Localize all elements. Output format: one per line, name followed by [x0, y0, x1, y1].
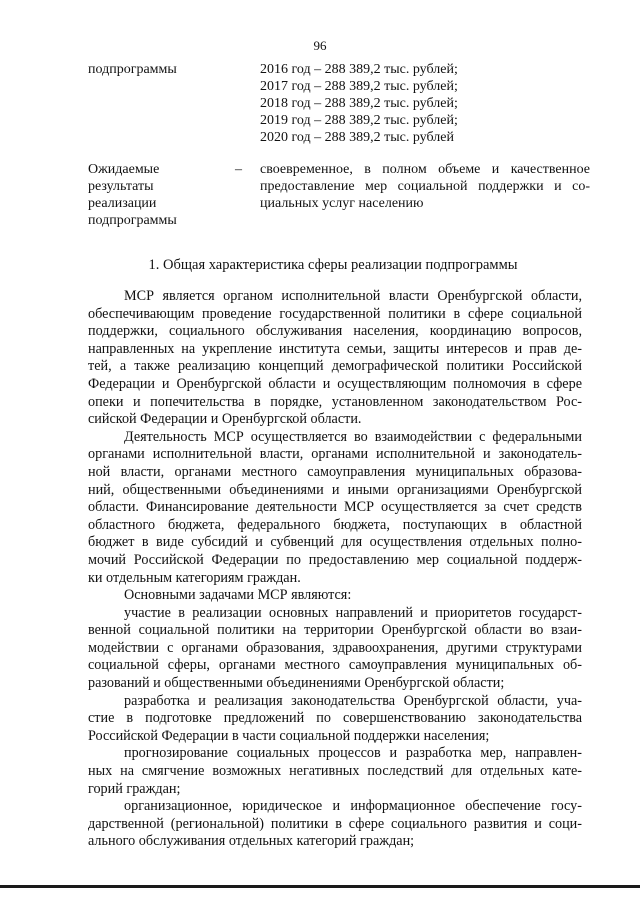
- text-line: ки отдельным категориям граждан.: [88, 569, 301, 586]
- passport-label-line: реализации: [88, 196, 157, 211]
- text-line: мочий Российской Федерации по предоставлению мер социальной поддерж-: [88, 551, 582, 568]
- text-line: органами исполнительной власти, органами исполнительной и законодатель-: [88, 446, 582, 463]
- passport-label-line: Ожидаемые: [88, 162, 160, 177]
- text-line: дарственной (региональной) политики в сфере социального развития и соци-: [88, 815, 582, 832]
- passport-label-line: подпрограммы: [88, 62, 177, 77]
- text-line: бюджет в виде субсидий и субвенций для осуществления отдельных полно-: [88, 534, 582, 551]
- paragraph: [88, 605, 582, 693]
- section-heading: 1. Общая характеристика сферы реализации подпрограммы: [148, 257, 518, 273]
- text-line: направленных на укрепление института семьи, защиты интересов и прав де-: [88, 340, 582, 357]
- text-line: Основными задачами МСР являются:: [124, 587, 352, 604]
- text-line: социальной сферы, органами местного самоуправления муниципальных об-: [88, 657, 582, 674]
- text-line: модействии с органами образования, здравоохранения, другими структурами: [88, 639, 582, 656]
- passport-value: [260, 61, 590, 146]
- text-line: стие в подготовке предложений по совершенствованию законодательства: [88, 710, 582, 727]
- passport-label: [88, 161, 228, 229]
- passport-value: [260, 161, 590, 212]
- scan-bottom-edge: [0, 885, 640, 888]
- text-line: Деятельность МСР осуществляется во взаимодействии с федеральными: [124, 428, 582, 445]
- text-line: ной власти, органами местного самоуправления муниципальных образова-: [88, 463, 582, 480]
- passport-label-line: результаты: [88, 179, 154, 194]
- body-text: [88, 288, 582, 851]
- paragraph: [88, 745, 582, 798]
- text-line: опеки и попечительства в порядке, установленном законодательством Рос-: [88, 393, 582, 410]
- financing-year-line: 2018 год – 288 389,2 тыс. рублей;: [260, 96, 458, 111]
- text-line: венной социальной политики на территории Оренбургской области во взаи-: [88, 622, 582, 639]
- financing-year-line: 2017 год – 288 389,2 тыс. рублей;: [260, 79, 458, 94]
- passport-dash: –: [235, 162, 242, 177]
- text-line: ального обслуживания отдельных категорий граждан;: [88, 833, 415, 850]
- page-number: 96: [313, 38, 327, 53]
- text-line: МСР является органом исполнительной власти Оренбургской области,: [124, 288, 582, 304]
- paragraph: [88, 798, 582, 851]
- text-line: разований и общественными объединениями Оренбургской области;: [88, 675, 505, 692]
- text-line: организационное, юридическое и информационное обеспечение госу-: [124, 798, 582, 815]
- paragraph: [88, 288, 582, 429]
- results-line: предоставление мер социальной поддержки и со-: [260, 179, 590, 194]
- text-line: тей, а также реализацию концепций демографической политики Российской: [88, 358, 582, 375]
- passport-label-line: подпрограммы: [88, 213, 177, 228]
- text-line: Федерации и Оренбургской области и осуществляющим полномочия в сфере: [88, 375, 582, 392]
- text-line: области. Финансирование деятельности МСР осуществляется за счет средств: [88, 499, 582, 516]
- text-line: прогнозирование социальных процессов и разработка мер, направлен-: [124, 745, 582, 762]
- results-line: своевременное, в полном объеме и качественное: [260, 162, 590, 177]
- paragraph: [88, 587, 582, 605]
- text-line: Российской Федерации в части социальной поддержки населения;: [88, 727, 490, 744]
- paragraph: [88, 693, 582, 746]
- text-line: разработка и реализация законодательства Оренбургской области, уча-: [124, 692, 582, 709]
- text-line: горий граждан;: [88, 780, 181, 797]
- financing-year-line: 2020 год – 288 389,2 тыс. рублей: [260, 130, 454, 145]
- financing-year-line: 2016 год – 288 389,2 тыс. рублей;: [260, 62, 458, 77]
- text-line: ных на смягчение возможных негативных последствий для отдельных кате-: [88, 763, 582, 780]
- text-line: сийской Федерации и Оренбургской области.: [88, 411, 362, 428]
- text-line: ний, общественными объединениями и иными организациями Оренбургской: [88, 481, 582, 498]
- text-line: поддержки, социального обслуживания населения, координацию вопросов,: [88, 323, 582, 340]
- text-line: обеспечивающим проведение государственной политики в сфере социальной: [88, 305, 582, 322]
- text-line: областного бюджета, федерального бюджета, поступающих в областной: [88, 516, 582, 533]
- financing-year-line: 2019 год – 288 389,2 тыс. рублей;: [260, 113, 458, 128]
- passport-label: [88, 61, 228, 78]
- text-line: участие в реализации основных направлений и приоритетов государст-: [124, 604, 582, 621]
- paragraph: [88, 429, 582, 587]
- results-line: циальных услуг населению: [260, 196, 424, 211]
